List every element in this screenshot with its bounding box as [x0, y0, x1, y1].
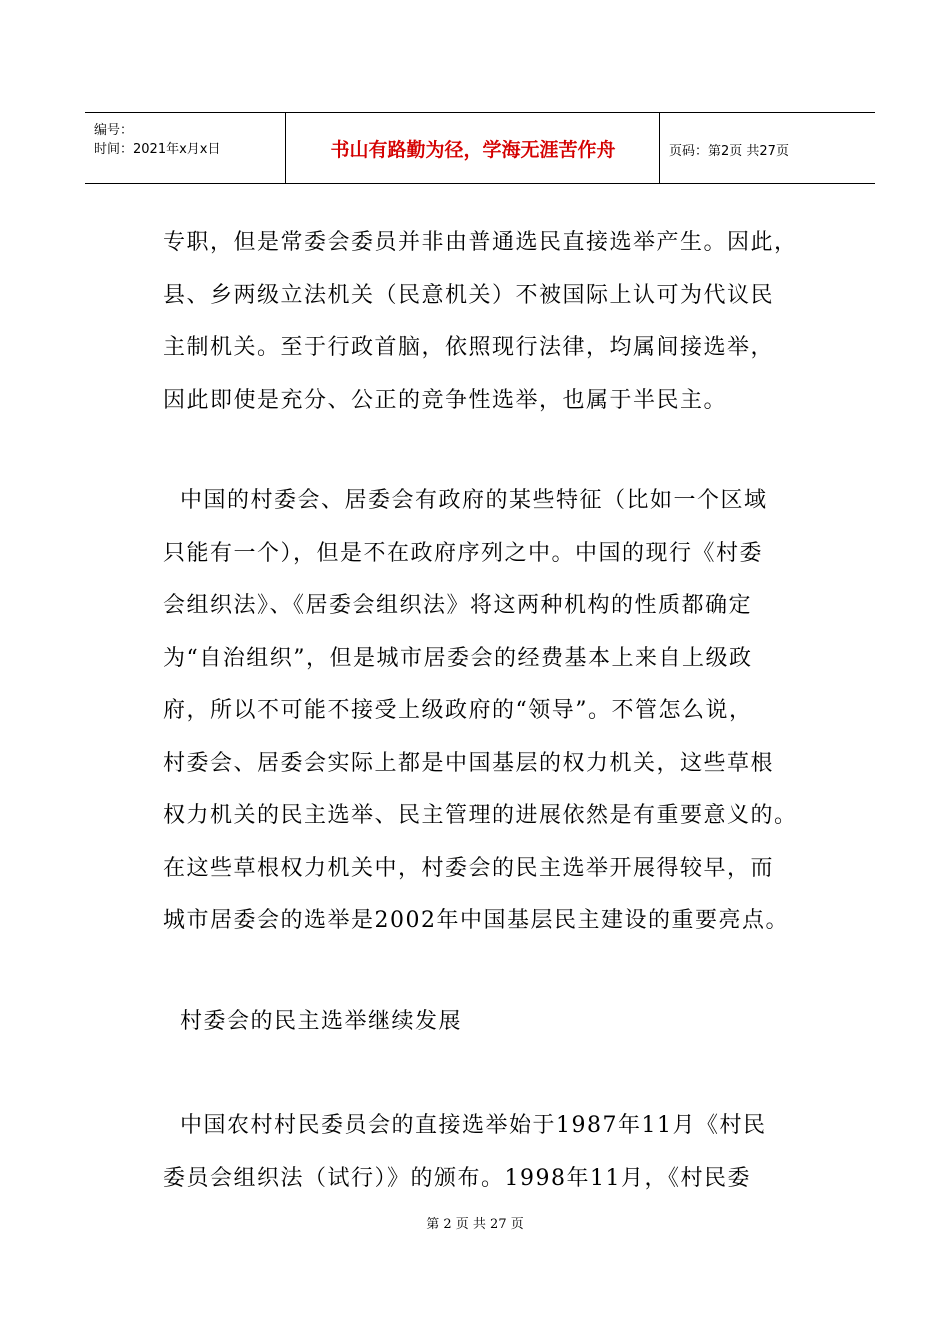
header-right-cell — [660, 113, 875, 183]
header-page-info: 页码：第2页 共27页 — [669, 144, 789, 159]
header-motto: 书山有路勤为径，学海无涯苦作舟 — [330, 139, 616, 161]
paragraph-line: 为“自治组织”，但是城市居委会的经费基本上来自上级政 — [163, 645, 753, 671]
paragraph-line: 村委会的民主选举继续发展 — [163, 1009, 462, 1034]
paragraph-line: 委员会组织法（试行）》的颁布。1998年11月，《村民委 — [163, 1165, 751, 1191]
paragraph-line: 会组织法》、《居委会组织法》将这两种机构的性质都确定 — [163, 593, 753, 618]
header-middle-cell — [286, 113, 660, 183]
header-left-cell — [85, 113, 286, 183]
paragraph-line: 中国的村委会、居委会有政府的某些特征（比如一个区域 — [163, 488, 768, 513]
paragraph — [163, 1100, 813, 1205]
paragraph — [163, 475, 813, 948]
paragraph-line: 专职，但是常委会委员并非由普通选民直接选举产生。因此， — [163, 230, 798, 255]
paragraph-line: 主制机关。至于行政首脑，依照现行法律，均属间接选举， — [163, 335, 775, 360]
paragraph-line: 在这些草根权力机关中，村委会的民主选举开展得较早，而 — [163, 855, 775, 881]
paragraph — [163, 996, 813, 1049]
serial-number-label: 编号： — [94, 123, 134, 138]
paragraph-line: 府，所以不可能不接受上级政府的“领导”。不管怎么说， — [163, 698, 753, 723]
paragraph-line: 城市居委会的选举是2002年中国基层民主建设的重要亮点。 — [163, 908, 789, 933]
paragraph-line: 只能有一个），但是不在政府序列之中。中国的现行《村委 — [163, 540, 764, 566]
paragraph-line: 权力机关的民主选举、民主管理的进展依然是有重要意义的。 — [163, 803, 798, 828]
paragraph-line: 县、乡两级立法机关（民意机关）不被国际上认可为代议民 — [163, 282, 775, 308]
paragraph — [163, 217, 813, 427]
paragraph-line: 因此即使是充分、公正的竞争性选举，也属于半民主。 — [163, 387, 728, 413]
paragraph-line: 村委会、居委会实际上都是中国基层的权力机关，这些草根 — [163, 750, 775, 776]
paragraph-line: 中国农村村民委员会的直接选举始于1987年11月《村民 — [163, 1113, 767, 1138]
page-footer: 第 2 页 共 27 页 — [426, 1217, 524, 1232]
page-header — [85, 112, 875, 184]
time-label: 时间：2021年x月x日 — [94, 142, 221, 157]
